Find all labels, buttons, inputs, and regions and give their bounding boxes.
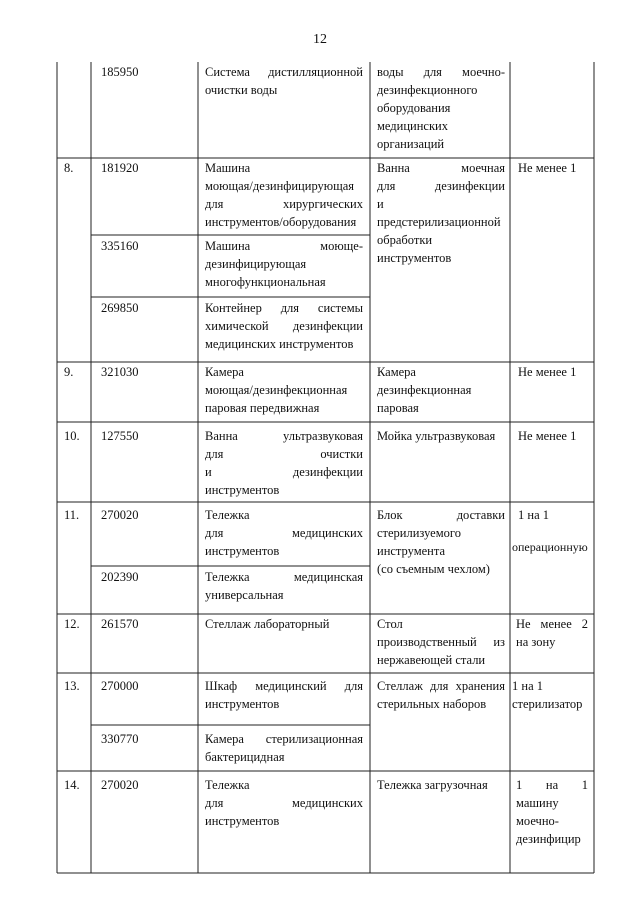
name-cell: химической дезинфекции bbox=[205, 319, 363, 333]
quantity-cell: Не менее 1 bbox=[518, 161, 577, 175]
quantity-cell: на зону bbox=[516, 635, 556, 649]
row-number: 12. bbox=[64, 617, 80, 631]
row-number: 9. bbox=[64, 365, 74, 379]
row-number: 13. bbox=[64, 679, 80, 693]
name-cell: Машина моюще- bbox=[205, 239, 363, 253]
analog-cell: медицинских bbox=[377, 119, 448, 133]
code-cell: 269850 bbox=[101, 301, 139, 315]
quantity-cell: Не менее 2 bbox=[516, 617, 588, 631]
quantity-cell: стерилизатор bbox=[512, 697, 583, 711]
name-cell: для медицинских bbox=[205, 526, 363, 540]
row-number: 10. bbox=[64, 429, 80, 443]
name-cell: Машина bbox=[205, 161, 251, 175]
name-cell: инструментов bbox=[205, 544, 280, 558]
name-cell: инструментов bbox=[205, 483, 280, 497]
row-number: 11. bbox=[64, 508, 80, 522]
code-cell: 181920 bbox=[101, 161, 139, 175]
name-cell: Ванна ультразвуковая bbox=[205, 429, 363, 443]
page-number: 12 bbox=[313, 32, 327, 47]
quantity-cell: Не менее 1 bbox=[518, 365, 577, 379]
analog-cell: стерильных наборов bbox=[377, 697, 487, 711]
code-cell: 202390 bbox=[101, 570, 139, 584]
analog-cell: обработки bbox=[377, 233, 433, 247]
quantity-cell: машину bbox=[516, 796, 559, 810]
name-cell: дезинфицирующая bbox=[205, 257, 307, 271]
code-cell: 321030 bbox=[101, 365, 139, 379]
code-cell: 270000 bbox=[101, 679, 139, 693]
analog-cell: паровая bbox=[377, 401, 419, 415]
quantity-cell: моечно- bbox=[516, 814, 559, 828]
name-cell: для хирургических bbox=[205, 197, 363, 211]
name-cell: моющая/дезинфекционная bbox=[205, 383, 348, 397]
analog-cell: стерилизуемого bbox=[377, 526, 461, 540]
analog-cell: Тележка загрузочная bbox=[377, 778, 488, 792]
analog-cell: нержавеющей стали bbox=[377, 653, 486, 667]
quantity-cell: операционную bbox=[512, 540, 588, 554]
analog-cell: Стеллаж для хранения bbox=[377, 679, 505, 693]
analog-cell: инструментов bbox=[377, 251, 452, 265]
name-cell: паровая передвижная bbox=[205, 401, 320, 415]
code-cell: 261570 bbox=[101, 617, 139, 631]
analog-cell: (со съемным чехлом) bbox=[377, 562, 490, 576]
code-cell: 127550 bbox=[101, 429, 139, 443]
name-cell: Контейнер для системы bbox=[205, 301, 363, 315]
name-cell: для очистки bbox=[205, 447, 363, 461]
analog-cell: Стол bbox=[377, 617, 403, 631]
name-cell: многофункциональная bbox=[205, 275, 326, 289]
analog-cell: для дезинфекции bbox=[377, 179, 505, 193]
name-cell: Стеллаж лабораторный bbox=[205, 617, 330, 631]
name-cell: Тележка медицинская bbox=[205, 570, 363, 584]
analog-cell: инструмента bbox=[377, 544, 446, 558]
quantity-cell: Не менее 1 bbox=[518, 429, 577, 443]
name-cell: моющая/дезинфицирующая bbox=[205, 179, 355, 193]
analog-cell: организаций bbox=[377, 137, 445, 151]
name-cell: инструментов/оборудования bbox=[205, 215, 357, 229]
analog-cell: производственный из bbox=[377, 635, 505, 649]
analog-cell: Ванна моечная bbox=[377, 161, 505, 175]
quantity-cell: 1 на 1 bbox=[518, 508, 549, 522]
name-cell: Камера стерилизационная bbox=[205, 732, 363, 746]
name-cell: для медицинских bbox=[205, 796, 363, 810]
quantity-cell: дезинфицир bbox=[516, 832, 581, 846]
code-cell: 330770 bbox=[101, 732, 139, 746]
code-cell: 270020 bbox=[101, 778, 139, 792]
analog-cell: Мойка ультразвуковая bbox=[377, 429, 496, 443]
analog-cell: предстерилизационной bbox=[377, 215, 501, 229]
analog-cell: дезинфекционная bbox=[377, 383, 472, 397]
name-cell: универсальная bbox=[205, 588, 284, 602]
name-cell: очистки воды bbox=[205, 83, 278, 97]
code-cell: 185950 bbox=[101, 65, 139, 79]
analog-cell: оборудования bbox=[377, 101, 451, 115]
code-cell: 270020 bbox=[101, 508, 139, 522]
quantity-cell: 1 на 1 bbox=[512, 679, 543, 693]
analog-cell: воды для моечно- bbox=[377, 65, 505, 79]
name-cell: инструментов bbox=[205, 697, 280, 711]
name-cell: Тележка bbox=[205, 508, 250, 522]
name-cell: Тележка bbox=[205, 778, 250, 792]
analog-cell: и bbox=[377, 197, 384, 211]
analog-cell: Блок доставки bbox=[377, 508, 505, 522]
name-cell: Шкаф медицинский для bbox=[205, 679, 363, 693]
name-cell: медицинских инструментов bbox=[205, 337, 354, 351]
name-cell: инструментов bbox=[205, 814, 280, 828]
name-cell: Система дистилляционной bbox=[205, 65, 363, 79]
row-number: 8. bbox=[64, 161, 74, 175]
name-cell: бактерицидная bbox=[205, 750, 285, 764]
analog-cell: Камера bbox=[377, 365, 416, 379]
code-cell: 335160 bbox=[101, 239, 139, 253]
name-cell: Камера bbox=[205, 365, 244, 379]
quantity-cell: 1 на 1 bbox=[516, 778, 588, 792]
name-cell: и дезинфекции bbox=[205, 465, 363, 479]
analog-cell: дезинфекционного bbox=[377, 83, 478, 97]
row-number: 14. bbox=[64, 778, 80, 792]
